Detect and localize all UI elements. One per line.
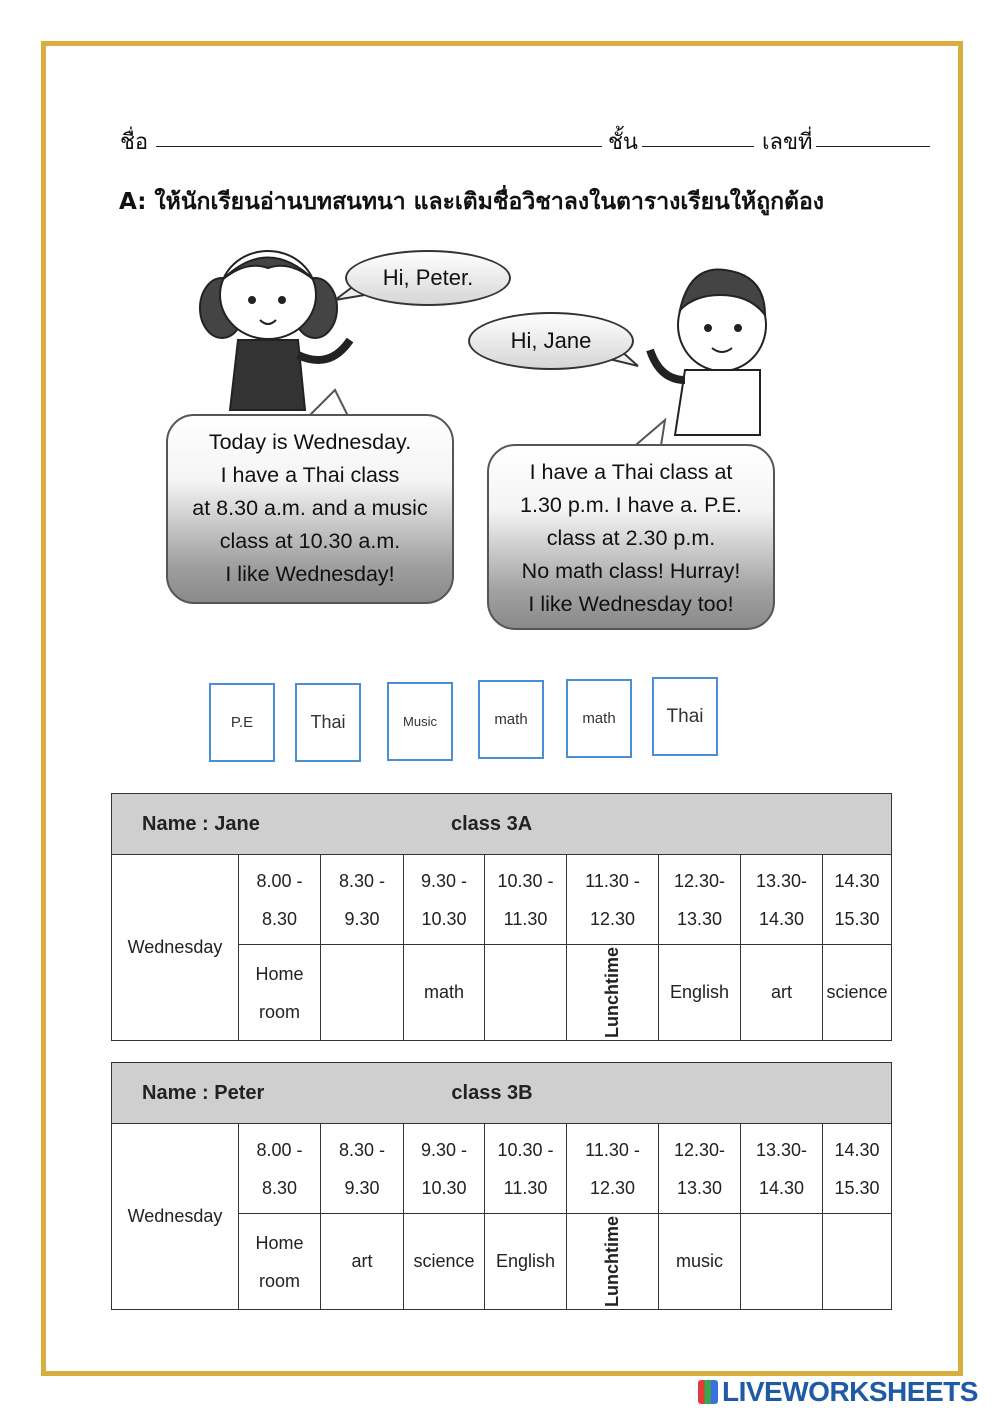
time-cell: 8.00 - 8.30 xyxy=(239,1124,321,1214)
name-line[interactable] xyxy=(156,146,602,147)
time-cell: 14.30 15.30 xyxy=(823,855,892,945)
day-cell: Wednesday xyxy=(112,1124,239,1310)
word-box-math[interactable]: math xyxy=(478,680,544,759)
subject-cell: English xyxy=(659,945,741,1041)
name-label: ชื่อ xyxy=(120,130,149,155)
number-label: เลขที่ xyxy=(762,130,813,155)
liveworksheets-icon xyxy=(698,1380,718,1404)
word-box-thai[interactable]: Thai xyxy=(295,683,361,762)
time-cell: 11.30 - 12.30 xyxy=(567,855,659,945)
subject-cell: math xyxy=(404,945,485,1041)
word-box-thai[interactable]: Thai xyxy=(652,677,718,756)
girl-speech-line: at 8.30 a.m. and a music xyxy=(192,496,428,520)
table-class-label: class 3B xyxy=(451,1081,533,1104)
lunchtime-cell: Lunchtime xyxy=(567,945,659,1041)
girl-speech-line: class at 10.30 a.m. xyxy=(219,529,401,553)
time-cell: 13.30- 14.30 xyxy=(741,1124,823,1214)
boy-illustration xyxy=(650,270,766,436)
time-cell: 11.30 - 12.30 xyxy=(567,1124,659,1214)
number-line[interactable] xyxy=(816,146,930,147)
liveworksheets-logo[interactable] xyxy=(698,1376,978,1408)
day-cell: Wednesday xyxy=(112,855,239,1041)
instruction-text: A: ให้นักเรียนอ่านบทสนทนา และเติมชื่อวิชาลงในตารางเรียนให้ถูกต้อง xyxy=(119,189,825,215)
boy-speech-line: 1.30 p.m. I have a. P.E. xyxy=(520,493,742,517)
boy-speech-line: No math class! Hurray! xyxy=(521,559,741,583)
subject-cell: English xyxy=(485,1214,567,1310)
girl-greeting-bubble: Hi, Peter. xyxy=(345,250,511,306)
subject-cell: art xyxy=(741,945,823,1041)
time-cell: 10.30 - 11.30 xyxy=(485,855,567,945)
subject-cell: science xyxy=(823,945,892,1041)
class-label: ชั้น xyxy=(608,130,638,155)
time-cell: 10.30 - 11.30 xyxy=(485,1124,567,1214)
boy-speech-line: class at 2.30 p.m. xyxy=(546,526,716,550)
table-name-label: Name : Jane xyxy=(142,812,260,835)
girl-speech-line: I like Wednesday! xyxy=(225,562,395,586)
subject-drop-cell[interactable] xyxy=(485,945,567,1041)
girl-dress xyxy=(230,340,305,410)
boy-greeting-bubble: Hi, Jane xyxy=(468,312,634,370)
lunchtime-cell: Lunchtime xyxy=(567,1214,659,1310)
subject-drop-cell[interactable] xyxy=(823,1214,892,1310)
time-cell: 9.30 - 10.30 xyxy=(404,855,485,945)
word-box-pe[interactable]: P.E xyxy=(209,683,275,762)
subject-drop-cell[interactable] xyxy=(321,945,404,1041)
girl-illustration xyxy=(200,251,350,410)
class-line[interactable] xyxy=(642,146,754,147)
table-title-row xyxy=(112,1063,892,1124)
boy-shirt xyxy=(675,370,760,435)
boy-speech-line: I like Wednesday too! xyxy=(528,592,734,616)
table-title-row xyxy=(112,794,892,855)
subject-cell: art xyxy=(321,1214,404,1310)
boy-speech-line: I have a Thai class at xyxy=(529,460,733,484)
subject-cell: Home room xyxy=(239,1214,321,1310)
girl-speech-line: Today is Wednesday. xyxy=(208,430,412,454)
time-cell: 12.30- 13.30 xyxy=(659,855,741,945)
time-cell: 9.30 - 10.30 xyxy=(404,1124,485,1214)
subject-cell: music xyxy=(659,1214,741,1310)
time-cell: 8.30 - 9.30 xyxy=(321,1124,404,1214)
word-box-math[interactable]: math xyxy=(566,679,632,758)
table-name-label: Name : Peter xyxy=(142,1081,265,1104)
subject-drop-cell[interactable] xyxy=(741,1214,823,1310)
time-cell: 12.30- 13.30 xyxy=(659,1124,741,1214)
subject-cell: Home room xyxy=(239,945,321,1041)
time-cell: 8.30 - 9.30 xyxy=(321,855,404,945)
time-cell: 13.30- 14.30 xyxy=(741,855,823,945)
time-cell: 14.30 15.30 xyxy=(823,1124,892,1214)
girl-speech-line: I have a Thai class xyxy=(220,463,400,487)
girl-speech-bubble xyxy=(166,414,454,604)
subject-cell: science xyxy=(404,1214,485,1310)
timetable-jane xyxy=(111,793,892,1041)
time-cell: 8.00 - 8.30 xyxy=(239,855,321,945)
brand-text: LIVEWORKSHEETS xyxy=(722,1376,978,1407)
timetable-peter xyxy=(111,1062,892,1310)
boy-speech-bubble xyxy=(487,444,775,630)
word-box-music[interactable]: Music xyxy=(387,682,453,761)
table-class-label: class 3A xyxy=(450,812,533,835)
